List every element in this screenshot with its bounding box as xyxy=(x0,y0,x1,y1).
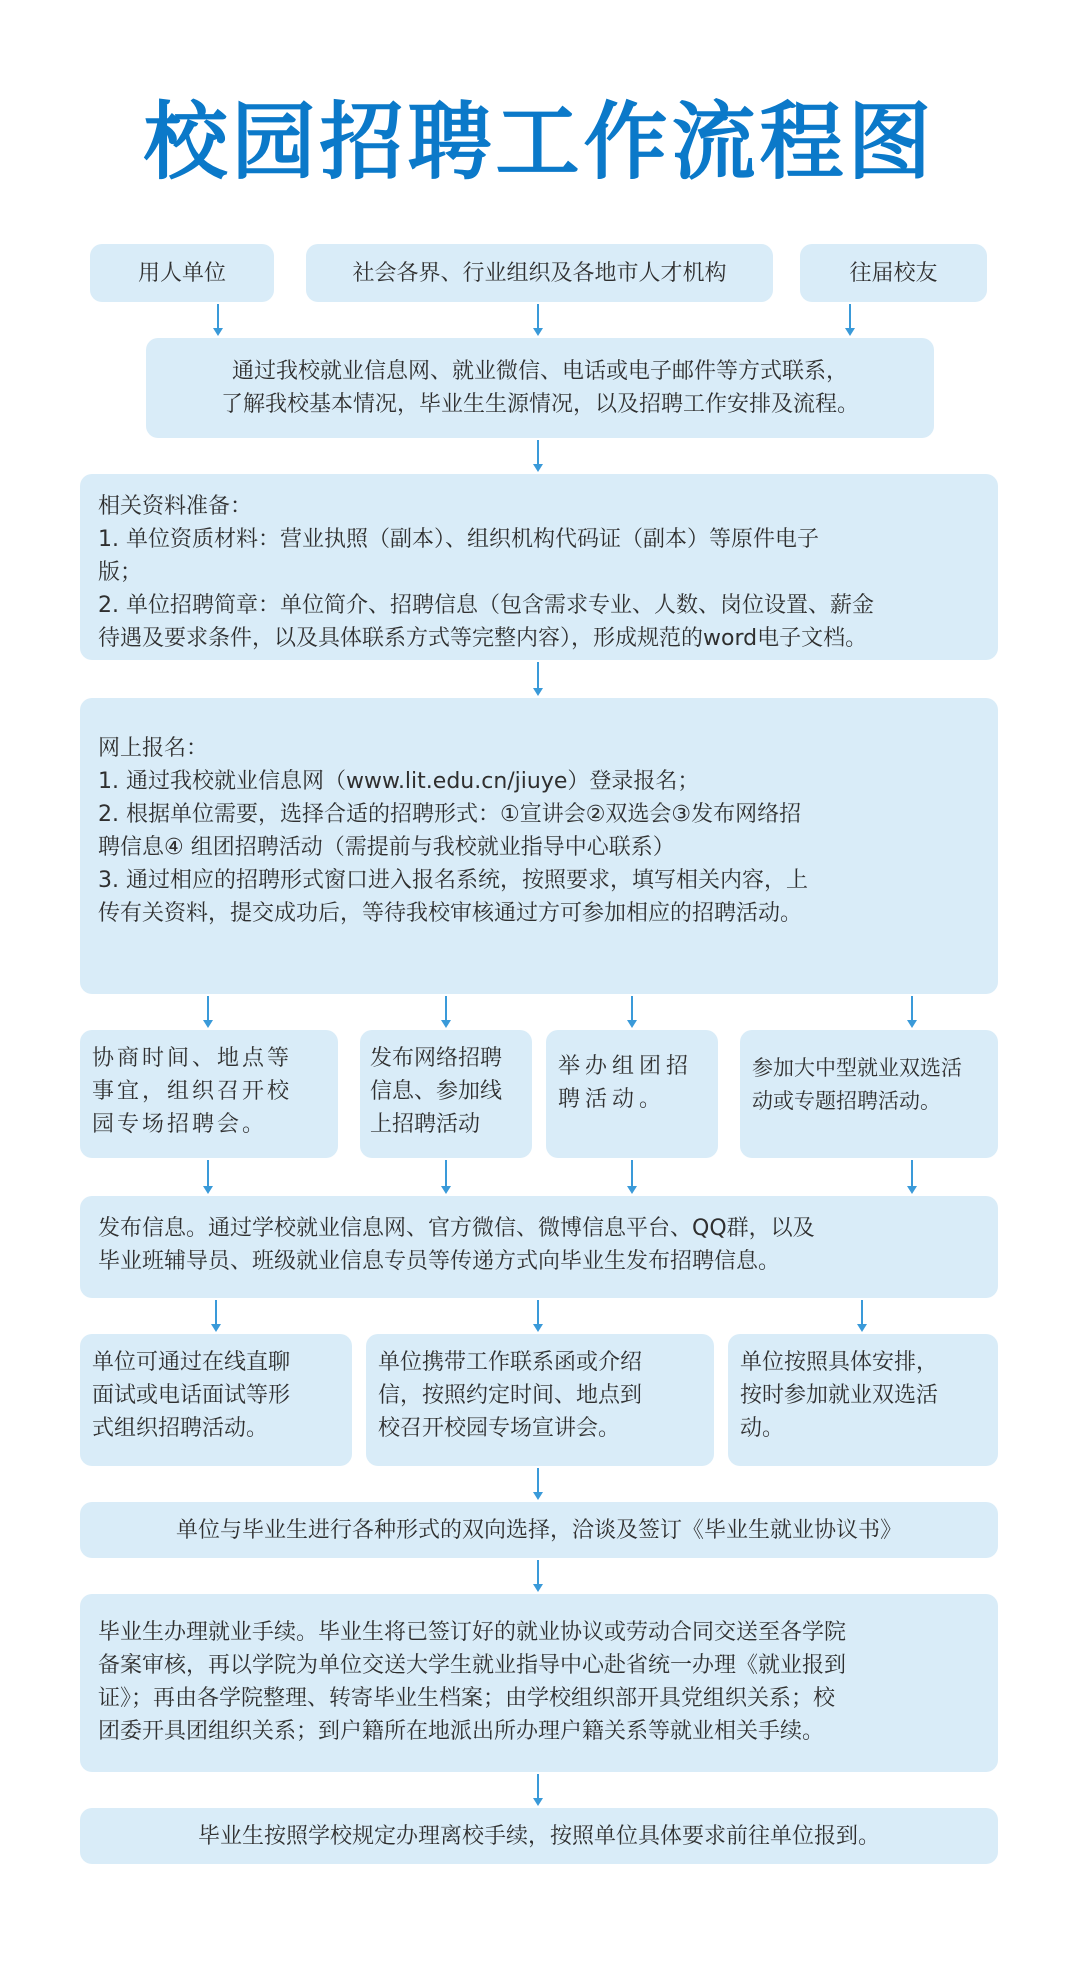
flow-arrow-icon xyxy=(209,1298,223,1334)
flow-arrow-icon xyxy=(625,994,639,1030)
registration-line-6: 传有关资料，提交成功后，等待我校审核通过方可参加相应的招聘活动。 xyxy=(98,901,803,926)
source-employer-label: 用人单位 xyxy=(137,260,226,286)
activity-campus-talk-line-2: 信，按照约定时间、地点到 xyxy=(378,1383,643,1408)
procedures-line-3: 证》；再由各学院整理、转寄毕业生档案；由学校组织部开具党组织关系；校 xyxy=(98,1686,836,1711)
contact-line-1: 通过我校就业信息网、就业微信、电话或电子邮件等方式联系， xyxy=(231,359,848,384)
materials-step xyxy=(80,474,998,660)
form-campus-fair-line-1: 协商时间、地点等 xyxy=(92,1046,293,1071)
source-organizations xyxy=(306,244,773,302)
form-group-recruit-line-1: 举办组团招 xyxy=(558,1054,694,1079)
activity-online-interview-line-2: 面试或电话面试等形 xyxy=(92,1383,291,1408)
activity-campus-talk-line-1: 单位携带工作联系函或介绍 xyxy=(378,1350,643,1375)
flow-arrow-icon xyxy=(531,1466,545,1502)
registration-line-1: 网上报名： xyxy=(98,736,209,761)
flow-arrow-icon xyxy=(531,302,545,338)
activity-campus-talk-line-3: 校召开校园专场宣讲会。 xyxy=(378,1416,621,1441)
form-group-recruit xyxy=(546,1030,718,1158)
publish-line-2: 毕业班辅导员、班级就业信息专员等传递方式向毕业生发布招聘信息。 xyxy=(98,1249,781,1274)
report-text: 毕业生按照学校规定办理离校手续，按照单位具体要求前往单位报到。 xyxy=(197,1823,880,1849)
form-online-line-3: 上招聘活动 xyxy=(370,1112,481,1137)
form-campus-fair xyxy=(80,1030,338,1158)
form-campus-fair-line-2: 事宜，组织召开校 xyxy=(92,1079,293,1104)
page-title: 校园招聘工作流程图 xyxy=(143,92,936,191)
flow-arrow-icon xyxy=(843,302,857,338)
flow-arrow-icon xyxy=(439,994,453,1030)
form-job-fair-line-1: 参加大中型就业双选活 xyxy=(752,1056,962,1080)
contact-step xyxy=(146,338,934,438)
procedures-line-1: 毕业生办理就业手续。毕业生将已签订好的就业协议或劳动合同交送至各学院 xyxy=(98,1620,847,1645)
registration-step xyxy=(80,698,998,994)
flow-arrow-icon xyxy=(201,994,215,1030)
contact-line-2: 了解我校基本情况，毕业生生源情况，以及招聘工作安排及流程。 xyxy=(220,392,859,417)
activity-online-interview-line-3: 式组织招聘活动。 xyxy=(92,1416,269,1441)
materials-line-1: 相关资料准备： xyxy=(98,494,253,519)
agreement-step xyxy=(80,1502,998,1558)
form-online-line-2: 信息、参加线 xyxy=(370,1079,503,1104)
materials-line-3: 版； xyxy=(98,560,143,585)
form-online-line-1: 发布网络招聘 xyxy=(370,1046,503,1071)
publish-line-1: 发布信息。通过学校就业信息网、官方微信、微博信息平台、QQ群，以及 xyxy=(98,1216,815,1241)
procedures-step xyxy=(80,1594,998,1772)
form-online xyxy=(360,1030,532,1158)
agreement-text: 单位与毕业生进行各种形式的双向选择，洽谈及签订《毕业生就业协议书》 xyxy=(175,1517,902,1543)
flow-arrow-icon xyxy=(905,1158,919,1196)
activity-online-interview-line-1: 单位可通过在线直聊 xyxy=(92,1350,291,1375)
activity-job-fair-line-3: 动。 xyxy=(740,1416,785,1441)
flow-arrow-icon xyxy=(531,660,545,698)
registration-line-5: 3. 通过相应的招聘形式窗口进入报名系统，按照要求，填写相关内容，上 xyxy=(98,868,808,893)
flow-arrow-icon xyxy=(211,302,225,338)
form-campus-fair-line-3: 园专场招聘会。 xyxy=(92,1112,268,1137)
flow-arrow-icon xyxy=(855,1298,869,1334)
materials-line-5: 待遇及要求条件，以及具体联系方式等完整内容），形成规范的word电子文档。 xyxy=(98,626,868,651)
form-group-recruit-line-2: 聘活动。 xyxy=(558,1087,667,1112)
publish-step xyxy=(80,1196,998,1298)
flow-arrow-icon xyxy=(625,1158,639,1196)
report-step xyxy=(80,1808,998,1864)
flow-arrow-icon xyxy=(531,1772,545,1808)
source-organizations-label: 社会各界、行业组织及各地市人才机构 xyxy=(352,260,727,286)
source-alumni-label: 往届校友 xyxy=(849,260,938,286)
materials-line-4: 2. 单位招聘简章：单位简介、招聘信息（包含需求专业、人数、岗位设置、薪金 xyxy=(98,593,874,618)
registration-line-2: 1. 通过我校就业信息网（www.lit.edu.cn/jiuye）登录报名； xyxy=(98,769,700,794)
activity-campus-talk xyxy=(366,1334,714,1466)
materials-line-2: 1. 单位资质材料：营业执照（副本）、组织机构代码证（副本）等原件电子 xyxy=(98,527,819,552)
source-alumni xyxy=(800,244,987,302)
activity-online-interview xyxy=(80,1334,352,1466)
procedures-line-4: 团委开具团组织关系；到户籍所在地派出所办理户籍关系等就业相关手续。 xyxy=(98,1719,825,1744)
flow-arrow-icon xyxy=(439,1158,453,1196)
flow-arrow-icon xyxy=(905,994,919,1030)
form-job-fair xyxy=(740,1030,998,1158)
flow-arrow-icon xyxy=(531,1558,545,1594)
form-job-fair-line-2: 动或专题招聘活动。 xyxy=(752,1089,941,1113)
activity-job-fair-line-2: 按时参加就业双选活 xyxy=(740,1383,939,1408)
activity-job-fair-line-1: 单位按照具体安排， xyxy=(740,1350,939,1375)
flow-arrow-icon xyxy=(201,1158,215,1196)
flow-arrow-icon xyxy=(531,438,545,474)
procedures-line-2: 备案审核，再以学院为单位交送大学生就业指导中心赴省统一办理《就业报到 xyxy=(98,1653,847,1678)
flow-arrow-icon xyxy=(531,1298,545,1334)
source-employer xyxy=(90,244,274,302)
activity-job-fair xyxy=(728,1334,998,1466)
registration-line-3: 2. 根据单位需要，选择合适的招聘形式：①宣讲会②双选会③发布网络招 xyxy=(98,802,802,827)
registration-line-4: 聘信息④ 组团招聘活动（需提前与我校就业指导中心联系） xyxy=(98,835,675,860)
